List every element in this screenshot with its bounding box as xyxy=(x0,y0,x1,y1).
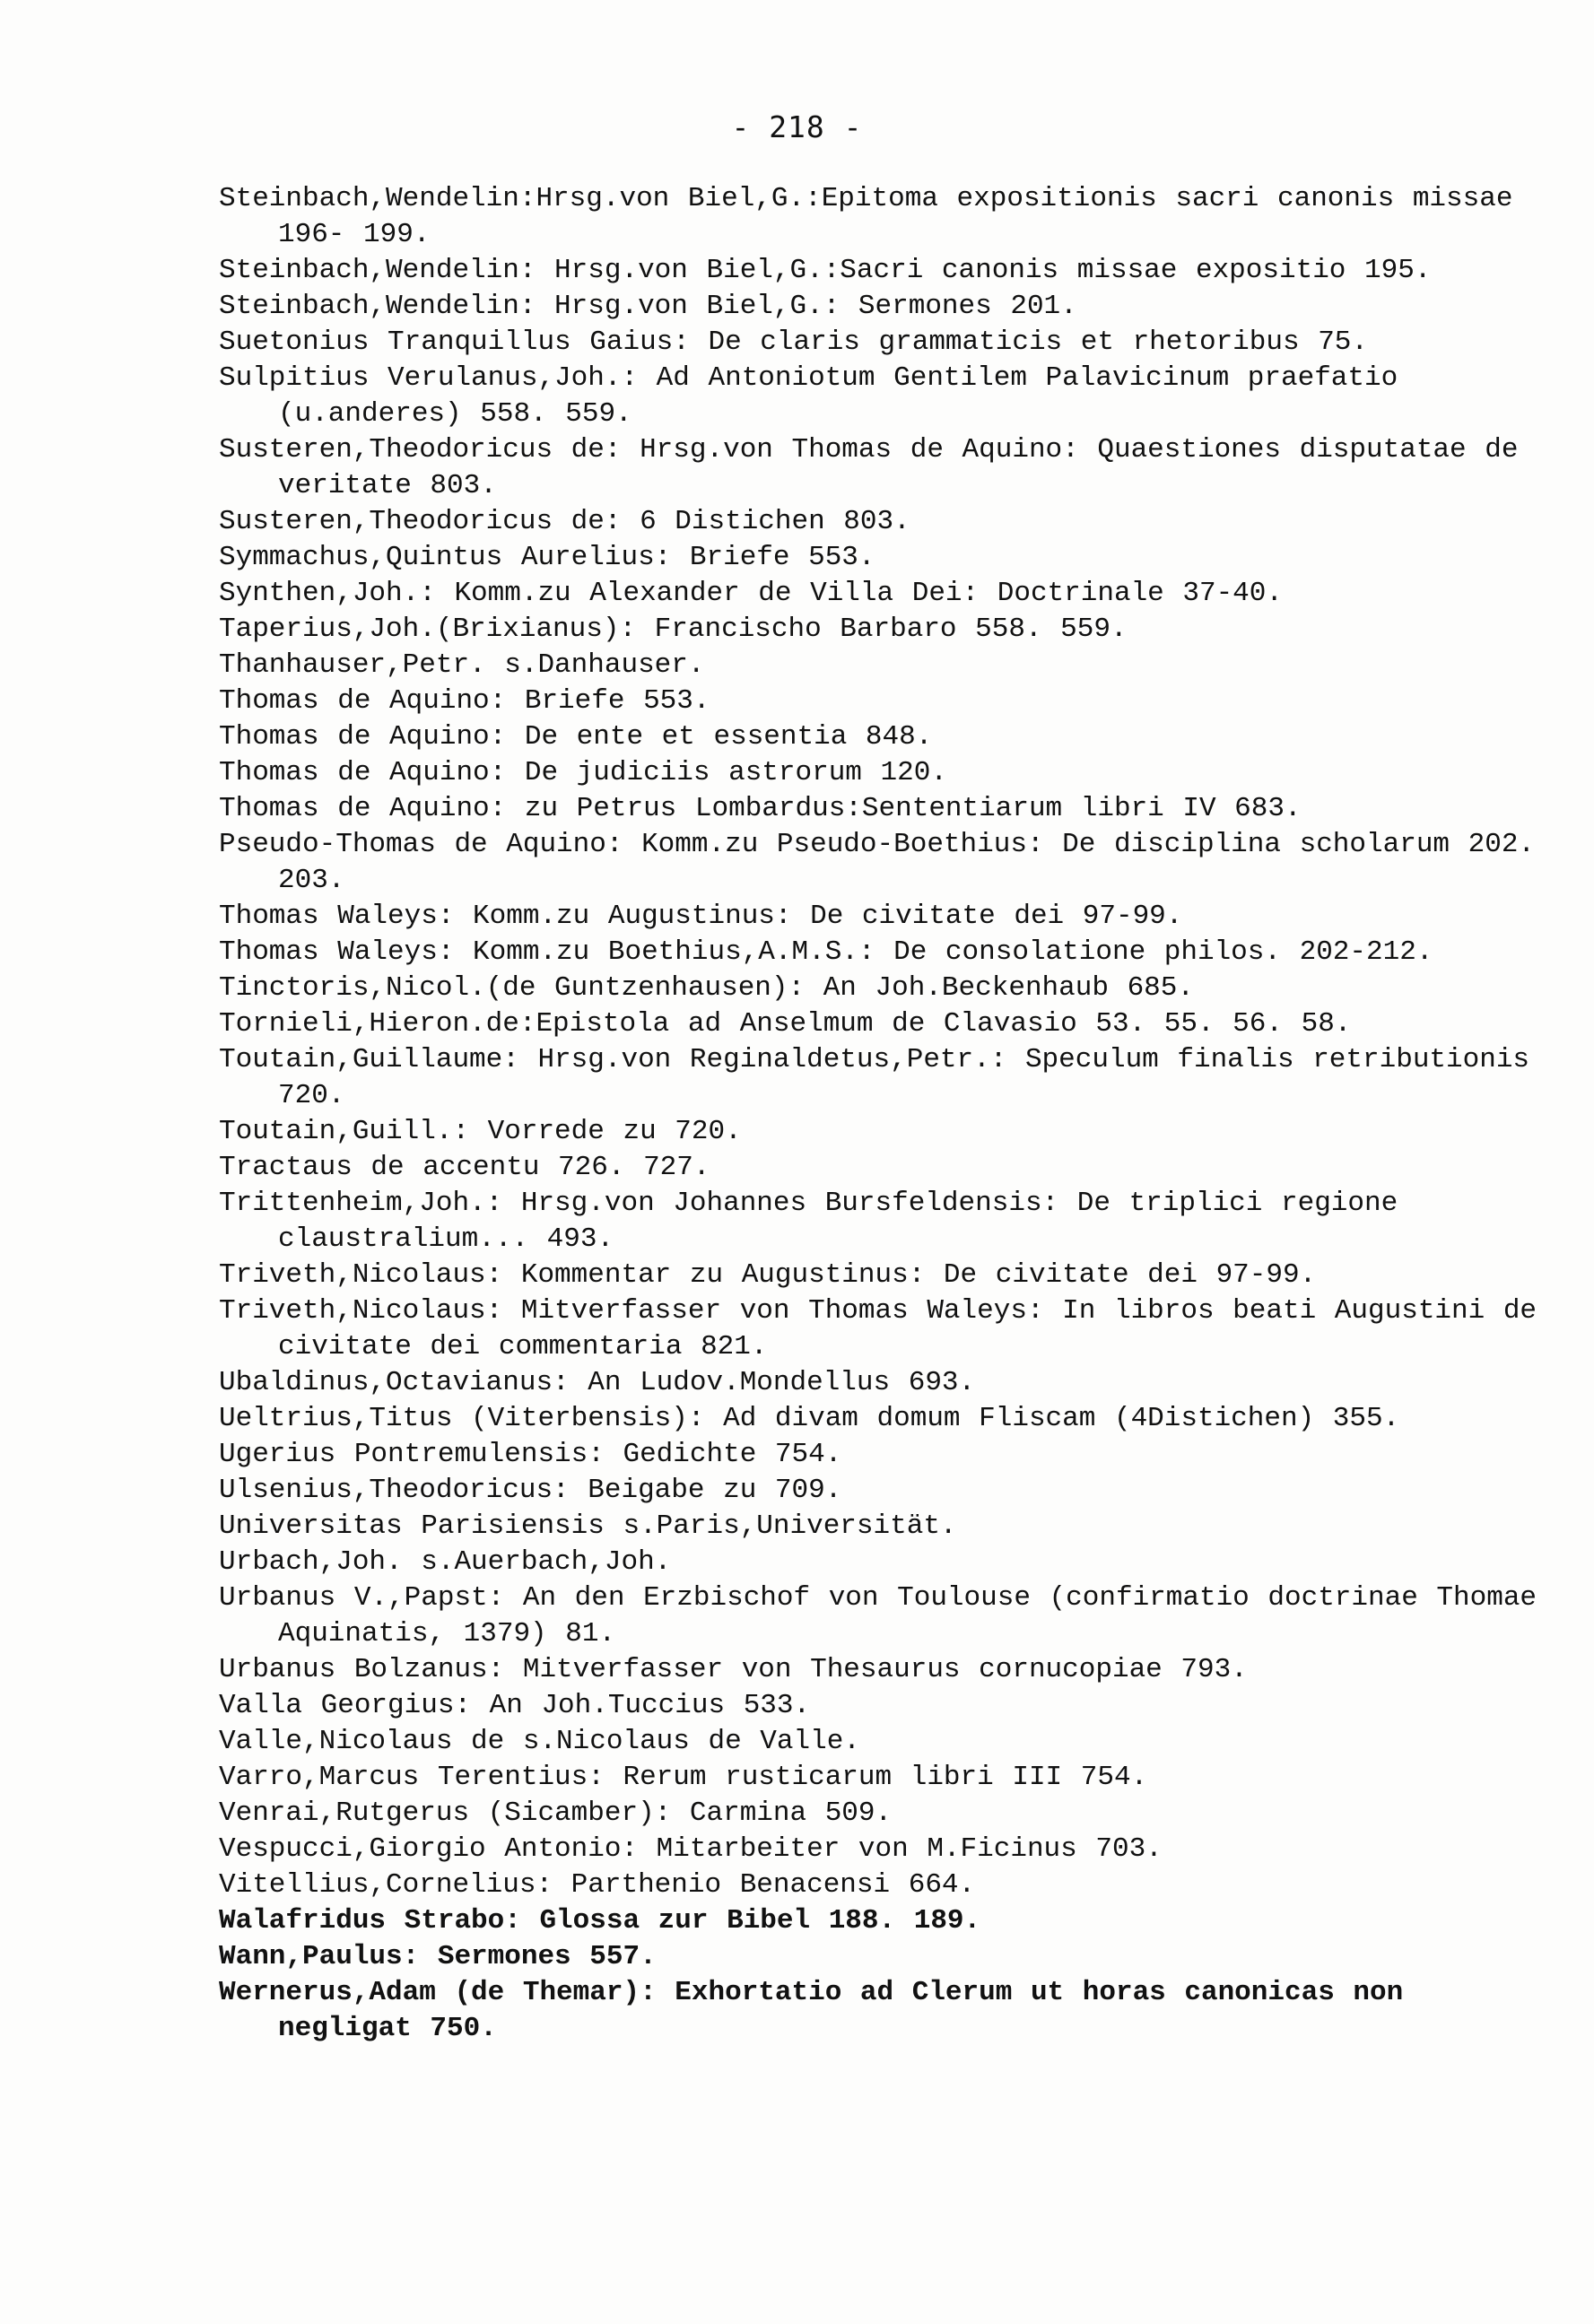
index-entry: Vespucci,Giorgio Antonio: Mitarbeiter von M.Ficinus 703. xyxy=(219,1833,1163,1865)
index-entry: Steinbach,Wendelin: Hrsg.von Biel,G.: Sermones 201. xyxy=(219,291,1077,322)
index-entry: Symmachus,Quintus Aurelius: Briefe 553. xyxy=(219,542,875,573)
index-entry: Wann,Paulus: Sermones 557. xyxy=(219,1941,657,1972)
index-entry: Thomas Waleys: Komm.zu Augustinus: De civitate dei 97-99. xyxy=(219,901,1183,932)
index-entry: Triveth,Nicolaus: Mitverfasser von Thomas Waleys: In libros beati Augustini de civitate dei commentaria 821. xyxy=(219,1295,1537,1362)
index-entry: Wernerus,Adam (de Themar): Exhortatio ad Clerum ut horas canonicas non negligat 750. xyxy=(219,1977,1404,2044)
index-entry: Toutain,Guillaume: Hrsg.von Reginaldetus,Petr.: Speculum finalis retributionis 720. xyxy=(219,1044,1530,1111)
index-entry: Trittenheim,Joh.: Hrsg.von Johannes Bursfeldensis: De triplici regione claustralium... 493. xyxy=(219,1188,1398,1255)
index-entry: Thomas de Aquino: De judiciis astrorum 120. xyxy=(219,757,947,788)
index-entry: Pseudo-Thomas de Aquino: Komm.zu Pseudo-Boethius: De disciplina scholarum 202. 203. xyxy=(219,829,1536,896)
index-entry: Ubaldinus,Octavianus: An Ludov.Mondellus 693. xyxy=(219,1367,976,1398)
index-entry: Tractaus de accentu 726. 727. xyxy=(219,1152,710,1183)
index-entry: Valla Georgius: An Joh.Tuccius 533. xyxy=(219,1690,811,1721)
index-entry: Thomas Waleys: Komm.zu Boethius,A.M.S.: De consolatione philos. 202-212. xyxy=(219,936,1433,968)
index-entry: Susteren,Theodoricus de: 6 Distichen 803. xyxy=(219,506,910,537)
index-entry: Steinbach,Wendelin: Hrsg.von Biel,G.:Sacri canonis missae expositio 195. xyxy=(219,255,1432,286)
index-entry: Urbanus V.,Papst: An den Erzbischof von Toulouse (confirmatio doctrinae Thomae Aquinatis, 1379) 81. xyxy=(219,1582,1537,1649)
index-entry: Tornieli,Hieron.de:Epistola ad Anselmum de Clavasio 53. 55. 56. 58. xyxy=(219,1008,1352,1040)
index-entry: Thomas de Aquino: De ente et essentia 848. xyxy=(219,721,933,753)
index-entry: Venrai,Rutgerus (Sicamber): Carmina 509. xyxy=(219,1797,893,1829)
index-entry: Urbach,Joh. s.Auerbach,Joh. xyxy=(219,1546,672,1578)
index-entry: Valle,Nicolaus de s.Nicolaus de Valle. xyxy=(219,1726,860,1757)
index-entry: Varro,Marcus Terentius: Rerum rusticarum libri III 754. xyxy=(219,1762,1148,1793)
index-entry: Ugerius Pontremulensis: Gedichte 754. xyxy=(219,1439,842,1470)
page-number: - 218 - xyxy=(731,109,863,144)
index-entry: Walafridus Strabo: Glossa zur Bibel 188. 189. xyxy=(219,1905,981,1937)
index-entry: Toutain,Guill.: Vorrede zu 720. xyxy=(219,1116,742,1147)
index-entry: Thomas de Aquino: Briefe 553. xyxy=(219,685,710,717)
index-entry: Urbanus Bolzanus: Mitverfasser von Thesaurus cornucopiae 793. xyxy=(219,1654,1248,1685)
index-entry: Taperius,Joh.(Brixianus): Francischo Barbaro 558. 559. xyxy=(219,614,1128,645)
index-entry: Synthen,Joh.: Komm.zu Alexander de Villa Dei: Doctrinale 37-40. xyxy=(219,578,1283,609)
index-entry-list xyxy=(219,181,1546,2047)
index-entry: Triveth,Nicolaus: Kommentar zu Augustinus: De civitate dei 97-99. xyxy=(219,1259,1317,1291)
index-entry: Suetonius Tranquillus Gaius: De claris grammaticis et rhetoribus 75. xyxy=(219,326,1369,358)
index-entry: Vitellius,Cornelius: Parthenio Benacensi 664. xyxy=(219,1869,976,1901)
index-entry: Sulpitius Verulanus,Joh.: Ad Antoniotum Gentilem Palavicinum praefatio (u.anderes) 558. 559. xyxy=(219,362,1398,430)
index-entry: Universitas Parisiensis s.Paris,Universität. xyxy=(219,1510,957,1542)
index-entry: Steinbach,Wendelin:Hrsg.von Biel,G.:Epitoma expositionis sacri canonis missae 196- 199. xyxy=(219,183,1513,250)
index-entry: Thomas de Aquino: zu Petrus Lombardus:Sententiarum libri IV 683. xyxy=(219,793,1302,824)
index-entry: Tinctoris,Nicol.(de Guntzenhausen): An Joh.Beckenhaub 685. xyxy=(219,972,1194,1004)
index-entry: Thanhauser,Petr. s.Danhauser. xyxy=(219,649,705,681)
index-entry: Ulsenius,Theodoricus: Beigabe zu 709. xyxy=(219,1475,842,1506)
index-entry: Ueltrius,Titus (Viterbensis): Ad divam domum Fliscam (4Distichen) 355. xyxy=(219,1403,1400,1434)
index-entry: Susteren,Theodoricus de: Hrsg.von Thomas de Aquino: Quaestiones disputatae de veritate 803. xyxy=(219,434,1519,501)
